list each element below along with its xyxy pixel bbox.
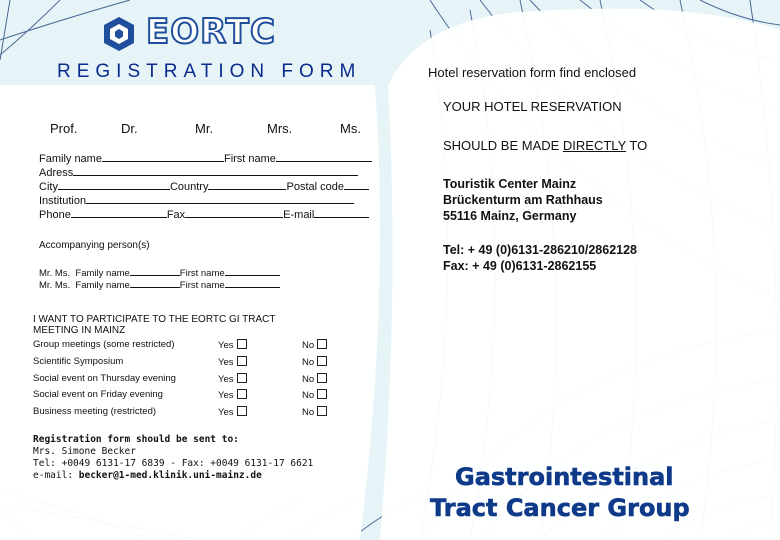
- institution-input[interactable]: [86, 193, 354, 204]
- send-to-block: [33, 434, 313, 482]
- participation-item-label: Social event on Friday evening: [33, 389, 163, 400]
- participation-item: [33, 389, 163, 400]
- eortc-cube-icon: [102, 16, 136, 52]
- participation-yes[interactable]: Yes: [218, 339, 247, 351]
- address-line: 55116 Mainz, Germany: [443, 209, 577, 223]
- participation-item-label: Scientific Symposium: [33, 356, 124, 367]
- accompanying-2-first-label: First name: [179, 280, 225, 291]
- participation-yes[interactable]: Yes: [218, 356, 247, 368]
- first-name-input[interactable]: [276, 151, 372, 162]
- first-name-label: First name: [223, 153, 276, 165]
- directly-emphasis: DIRECTLY: [562, 138, 627, 153]
- city-input[interactable]: [58, 179, 170, 190]
- checkbox-yes[interactable]: [237, 356, 247, 366]
- accompanying-1-first-input[interactable]: [225, 265, 280, 276]
- accompanying-label: Accompanying person(s): [39, 240, 150, 251]
- row-city: [39, 179, 369, 193]
- send-to-tel-fax: Tel: +0049 6131-17 6839 - Fax: +0049 6131-17 6621: [33, 458, 314, 469]
- fax-input[interactable]: [185, 207, 283, 218]
- participation-yes[interactable]: Yes: [218, 373, 247, 385]
- address-line: Touristik Center Mainz: [443, 177, 577, 191]
- title-mr[interactable]: Mr.: [195, 121, 214, 136]
- participation-item-label: Group meetings (some restricted): [33, 339, 175, 350]
- participation-yes[interactable]: Yes: [218, 406, 247, 418]
- tourist-center-tel: Tel: + 49 (0)6131-286210/2862128: [443, 243, 638, 257]
- participation-item: [33, 356, 123, 367]
- postal-code-label: Postal code: [286, 181, 344, 193]
- send-to-name: Mrs. Simone Becker: [33, 446, 136, 457]
- tourist-center-fax: Fax: + 49 (0)6131-2862155: [443, 259, 597, 273]
- address-line: Brückenturm am Rathhaus: [443, 193, 603, 207]
- family-name-label: Family name: [39, 153, 102, 165]
- email-input[interactable]: [314, 207, 369, 218]
- checkbox-no[interactable]: [317, 389, 327, 399]
- participation-no[interactable]: No: [302, 373, 327, 385]
- row-names: [39, 151, 372, 165]
- checkbox-no[interactable]: [317, 339, 327, 349]
- checkbox-no[interactable]: [317, 406, 327, 416]
- title-ms[interactable]: Ms.: [340, 121, 361, 136]
- participation-no[interactable]: No: [302, 389, 327, 401]
- participation-yes[interactable]: Yes: [218, 389, 247, 401]
- participation-no[interactable]: No: [302, 356, 327, 368]
- title-prof[interactable]: Prof.: [50, 121, 78, 136]
- country-input[interactable]: [208, 179, 286, 190]
- hotel-reservation-line1: YOUR HOTEL RESERVATION: [443, 99, 622, 114]
- checkbox-yes[interactable]: [237, 389, 247, 399]
- tourist-center-contact: [443, 242, 637, 274]
- accompanying-row-2: [39, 277, 280, 291]
- adress-label: Adress: [39, 167, 74, 179]
- send-to-email-link[interactable]: becker@1-med.klinik.uni-mainz.de: [78, 470, 262, 481]
- row-adress: [39, 165, 358, 179]
- row-institution: [39, 193, 354, 207]
- family-name-input[interactable]: [102, 151, 224, 162]
- hotel-enclosed-note: Hotel reservation form find enclosed: [428, 65, 637, 80]
- title-mrs[interactable]: Mrs.: [267, 121, 293, 136]
- accompanying-1-family-input[interactable]: [130, 265, 180, 276]
- participation-heading-line2: MEETING IN MAINZ: [33, 325, 126, 336]
- phone-label: Phone: [39, 209, 71, 221]
- accompanying-2-titles[interactable]: Mr. Ms.: [39, 280, 71, 291]
- accompanying-2-family-input[interactable]: [130, 277, 180, 288]
- hotel-reservation-line2: SHOULD BE MADE DIRECTLY TO: [443, 138, 648, 153]
- title-dr[interactable]: Dr.: [121, 121, 138, 136]
- checkbox-no[interactable]: [317, 373, 327, 383]
- accompanying-2-family-label: Family name: [75, 280, 130, 291]
- group-name-line2: Tract Cancer Group: [430, 494, 690, 522]
- row-phone: [39, 207, 369, 221]
- phone-input[interactable]: [71, 207, 167, 218]
- accompanying-1-titles[interactable]: Mr. Ms.: [39, 268, 71, 279]
- checkbox-yes[interactable]: [237, 339, 247, 349]
- city-label: City: [39, 181, 58, 193]
- participation-heading-line1: I WANT TO PARTICIPATE TO THE EORTC GI TRACT: [33, 314, 276, 325]
- participation-item-label: Social event on Thursday evening: [33, 373, 176, 384]
- send-to-email-row: e-mail: becker@1-med.klinik.uni-mainz.de: [33, 470, 262, 481]
- send-to-label: Registration form should be sent to:: [33, 434, 239, 445]
- group-name-line1: Gastrointestinal: [455, 463, 674, 491]
- eortc-logo-text: EORTC: [146, 12, 276, 52]
- fax-label: Fax: [166, 209, 186, 221]
- participation-no[interactable]: No: [302, 339, 327, 351]
- checkbox-yes[interactable]: [237, 406, 247, 416]
- form-title: REGISTRATION FORM: [57, 61, 362, 82]
- accompanying-1-first-label: First name: [179, 268, 225, 279]
- accompanying-2-first-input[interactable]: [225, 277, 280, 288]
- checkbox-yes[interactable]: [237, 373, 247, 383]
- tourist-center-address: [443, 176, 603, 224]
- participation-item: [33, 406, 156, 417]
- participation-no[interactable]: No: [302, 406, 327, 418]
- email-label: E-mail: [283, 209, 315, 221]
- accompanying-1-family-label: Family name: [75, 268, 130, 279]
- institution-label: Institution: [39, 195, 87, 207]
- country-label: Country: [169, 181, 209, 193]
- checkbox-no[interactable]: [317, 356, 327, 366]
- adress-input[interactable]: [73, 165, 358, 176]
- participation-item: [33, 373, 176, 384]
- postal-code-input[interactable]: [344, 179, 369, 190]
- participation-item-label: Business meeting (restricted): [33, 406, 157, 417]
- participation-heading: [33, 314, 275, 336]
- participation-item: [33, 339, 175, 350]
